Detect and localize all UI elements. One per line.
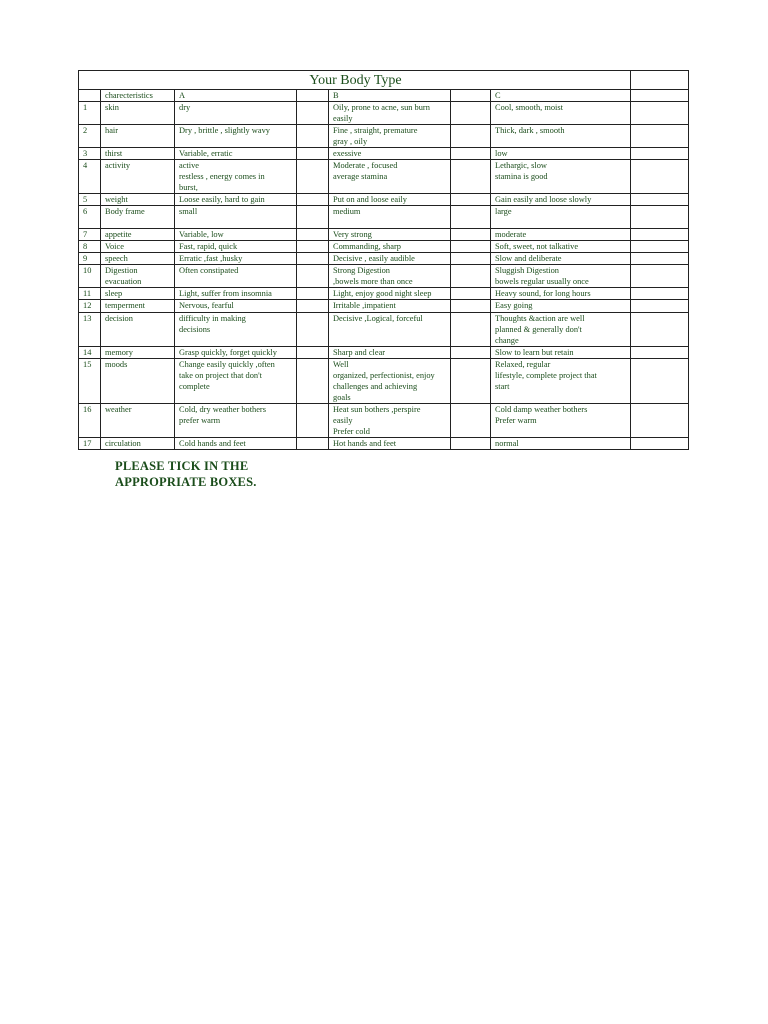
row-tick-box-a[interactable]: [297, 102, 329, 125]
header-tick-a[interactable]: [297, 90, 329, 102]
row-tick-box-c[interactable]: [631, 241, 689, 253]
row-tick-box-a[interactable]: [297, 160, 329, 194]
row-option-b: Very strong: [329, 229, 451, 241]
row-characteristic: temperment: [101, 300, 175, 313]
row-option-c: Soft, sweet, not talkative: [491, 241, 631, 253]
row-option-a: Often constipated: [175, 265, 297, 288]
row-option-b: Well organized, perfectionist, enjoy challenges and achieving goals: [329, 359, 451, 404]
row-characteristic: Digestion evacuation: [101, 265, 175, 288]
row-number: 14: [79, 347, 101, 359]
row-characteristic: Voice: [101, 241, 175, 253]
row-tick-box-b[interactable]: [451, 300, 491, 313]
row-tick-box-b[interactable]: [451, 206, 491, 229]
row-tick-box-a[interactable]: [297, 359, 329, 404]
row-option-c: Thick, dark , smooth: [491, 125, 631, 148]
row-option-c: Sluggish Digestion bowels regular usually once: [491, 265, 631, 288]
table-row: [79, 404, 689, 438]
row-option-b: Decisive , easily audible: [329, 253, 451, 265]
table-row: [79, 160, 689, 194]
row-tick-box-b[interactable]: [451, 102, 491, 125]
row-option-a: difficulty in making decisions: [175, 313, 297, 347]
row-option-c: moderate: [491, 229, 631, 241]
row-option-a: Nervous, fearful: [175, 300, 297, 313]
row-tick-box-a[interactable]: [297, 438, 329, 450]
row-tick-box-b[interactable]: [451, 288, 491, 300]
header-num-cell: [79, 90, 101, 102]
row-tick-box-c[interactable]: [631, 313, 689, 347]
row-number: 8: [79, 241, 101, 253]
row-tick-box-b[interactable]: [451, 347, 491, 359]
row-characteristic: sleep: [101, 288, 175, 300]
row-option-a: Fast, rapid, quick: [175, 241, 297, 253]
table-row: [79, 265, 689, 288]
row-number: 2: [79, 125, 101, 148]
row-tick-box-c[interactable]: [631, 206, 689, 229]
table-row: [79, 206, 689, 229]
row-option-b: Fine , straight, premature gray , oily: [329, 125, 451, 148]
row-tick-box-c[interactable]: [631, 125, 689, 148]
row-tick-box-b[interactable]: [451, 148, 491, 160]
row-option-a: active restless , energy comes in burst,: [175, 160, 297, 194]
title-row: [79, 71, 689, 90]
row-option-c: Easy going: [491, 300, 631, 313]
body-type-sheet: [78, 70, 688, 450]
row-option-a: Cold, dry weather bothers prefer warm: [175, 404, 297, 438]
row-option-b: Heat sun bothers ,perspire easily Prefer cold: [329, 404, 451, 438]
row-characteristic: speech: [101, 253, 175, 265]
row-tick-box-a[interactable]: [297, 253, 329, 265]
row-number: 9: [79, 253, 101, 265]
row-option-b: Moderate , focused average stamina: [329, 160, 451, 194]
row-number: 6: [79, 206, 101, 229]
row-option-a: dry: [175, 102, 297, 125]
row-option-a: Grasp quickly, forget quickly: [175, 347, 297, 359]
row-tick-box-c[interactable]: [631, 102, 689, 125]
row-tick-box-c[interactable]: [631, 300, 689, 313]
header-row: [79, 90, 689, 102]
row-number: 10: [79, 265, 101, 288]
row-option-c: Relaxed, regular lifestyle, complete project that start: [491, 359, 631, 404]
table-row: [79, 359, 689, 404]
row-characteristic: weather: [101, 404, 175, 438]
row-option-a: Change easily quickly ,often take on project that don't complete: [175, 359, 297, 404]
row-option-a: Erratic ,fast ,husky: [175, 253, 297, 265]
row-tick-box-b[interactable]: [451, 404, 491, 438]
tick-instruction: [115, 458, 335, 490]
row-tick-box-a[interactable]: [297, 125, 329, 148]
row-option-c: Thoughts &action are well planned & generally don't change: [491, 313, 631, 347]
row-tick-box-a[interactable]: [297, 206, 329, 229]
row-tick-box-b[interactable]: [451, 194, 491, 206]
row-tick-box-b[interactable]: [451, 160, 491, 194]
row-option-c: large: [491, 206, 631, 229]
header-characteristics: charecteristics: [101, 90, 175, 102]
title-empty-cell: [631, 71, 689, 90]
row-number: 4: [79, 160, 101, 194]
row-number: 7: [79, 229, 101, 241]
row-option-a: Loose easily, hard to gain: [175, 194, 297, 206]
row-option-c: Heavy sound, for long hours: [491, 288, 631, 300]
header-b: B: [329, 90, 451, 102]
table-row: [79, 229, 689, 241]
header-tick-b[interactable]: [451, 90, 491, 102]
row-option-c: Gain easily and loose slowly: [491, 194, 631, 206]
row-option-c: Slow to learn but retain: [491, 347, 631, 359]
row-option-b: Commanding, sharp: [329, 241, 451, 253]
row-tick-box-b[interactable]: [451, 125, 491, 148]
table-row: [79, 194, 689, 206]
row-option-a: Dry , brittle , slightly wavy: [175, 125, 297, 148]
row-option-c: low: [491, 148, 631, 160]
row-tick-box-c[interactable]: [631, 265, 689, 288]
table-row: [79, 148, 689, 160]
row-characteristic: hair: [101, 125, 175, 148]
table-row: [79, 102, 689, 125]
row-option-b: Hot hands and feet: [329, 438, 451, 450]
row-option-c: normal: [491, 438, 631, 450]
row-tick-box-a[interactable]: [297, 288, 329, 300]
row-tick-box-c[interactable]: [631, 194, 689, 206]
row-characteristic: appetite: [101, 229, 175, 241]
row-option-b: Light, enjoy good night sleep: [329, 288, 451, 300]
row-number: 15: [79, 359, 101, 404]
table-title: Your Body Type: [79, 71, 631, 90]
row-tick-box-a[interactable]: [297, 265, 329, 288]
row-tick-box-a[interactable]: [297, 229, 329, 241]
row-option-c: Cold damp weather bothers Prefer warm: [491, 404, 631, 438]
row-tick-box-c[interactable]: [631, 288, 689, 300]
body-type-table: [78, 70, 689, 450]
row-characteristic: activity: [101, 160, 175, 194]
row-tick-box-a[interactable]: [297, 194, 329, 206]
row-characteristic: Body frame: [101, 206, 175, 229]
table-row: [79, 241, 689, 253]
row-number: 13: [79, 313, 101, 347]
row-option-b: Oily, prone to acne, sun burn easily: [329, 102, 451, 125]
header-a: A: [175, 90, 297, 102]
header-c: C: [491, 90, 631, 102]
table-row: [79, 347, 689, 359]
row-tick-box-a[interactable]: [297, 241, 329, 253]
row-tick-box-a[interactable]: [297, 404, 329, 438]
row-option-b: exessive: [329, 148, 451, 160]
row-tick-box-b[interactable]: [451, 359, 491, 404]
tick-instruction-line-2: APPROPRIATE BOXES.: [115, 475, 257, 489]
row-option-b: Irritable ,impatient: [329, 300, 451, 313]
row-characteristic: moods: [101, 359, 175, 404]
table-row: [79, 288, 689, 300]
row-option-b: Strong Digestion ,bowels more than once: [329, 265, 451, 288]
row-tick-box-a[interactable]: [297, 148, 329, 160]
table-body: [79, 71, 689, 450]
table-row: [79, 300, 689, 313]
row-option-c: Cool, smooth, moist: [491, 102, 631, 125]
row-tick-box-c[interactable]: [631, 229, 689, 241]
row-number: 11: [79, 288, 101, 300]
row-tick-box-c[interactable]: [631, 160, 689, 194]
row-characteristic: thirst: [101, 148, 175, 160]
row-tick-box-c[interactable]: [631, 253, 689, 265]
row-tick-box-b[interactable]: [451, 253, 491, 265]
row-tick-box-c[interactable]: [631, 148, 689, 160]
row-tick-box-b[interactable]: [451, 438, 491, 450]
row-option-b: Sharp and clear: [329, 347, 451, 359]
row-option-a: small: [175, 206, 297, 229]
row-number: 3: [79, 148, 101, 160]
row-option-a: Cold hands and feet: [175, 438, 297, 450]
row-option-b: medium: [329, 206, 451, 229]
row-characteristic: skin: [101, 102, 175, 125]
row-number: 1: [79, 102, 101, 125]
table-row: [79, 313, 689, 347]
table-row: [79, 253, 689, 265]
row-number: 17: [79, 438, 101, 450]
row-characteristic: decision: [101, 313, 175, 347]
header-tick-c[interactable]: [631, 90, 689, 102]
row-tick-box-a[interactable]: [297, 347, 329, 359]
row-tick-box-c[interactable]: [631, 438, 689, 450]
row-option-b: Put on and loose eaily: [329, 194, 451, 206]
row-tick-box-b[interactable]: [451, 241, 491, 253]
row-number: 12: [79, 300, 101, 313]
row-option-c: Lethargic, slow stamina is good: [491, 160, 631, 194]
row-tick-box-c[interactable]: [631, 359, 689, 404]
row-option-a: Variable, low: [175, 229, 297, 241]
row-characteristic: circulation: [101, 438, 175, 450]
row-option-a: Light, suffer from insomnia: [175, 288, 297, 300]
row-tick-box-c[interactable]: [631, 404, 689, 438]
row-option-b: Decisive ,Logical, forceful: [329, 313, 451, 347]
row-option-a: Variable, erratic: [175, 148, 297, 160]
table-row: [79, 125, 689, 148]
row-tick-box-b[interactable]: [451, 313, 491, 347]
row-tick-box-c[interactable]: [631, 347, 689, 359]
row-tick-box-b[interactable]: [451, 265, 491, 288]
row-tick-box-a[interactable]: [297, 313, 329, 347]
table-row: [79, 438, 689, 450]
tick-instruction-line-1: PLEASE TICK IN THE: [115, 459, 249, 473]
row-number: 5: [79, 194, 101, 206]
row-characteristic: memory: [101, 347, 175, 359]
row-option-c: Slow and deliberate: [491, 253, 631, 265]
row-number: 16: [79, 404, 101, 438]
row-tick-box-a[interactable]: [297, 300, 329, 313]
row-characteristic: weight: [101, 194, 175, 206]
row-tick-box-b[interactable]: [451, 229, 491, 241]
